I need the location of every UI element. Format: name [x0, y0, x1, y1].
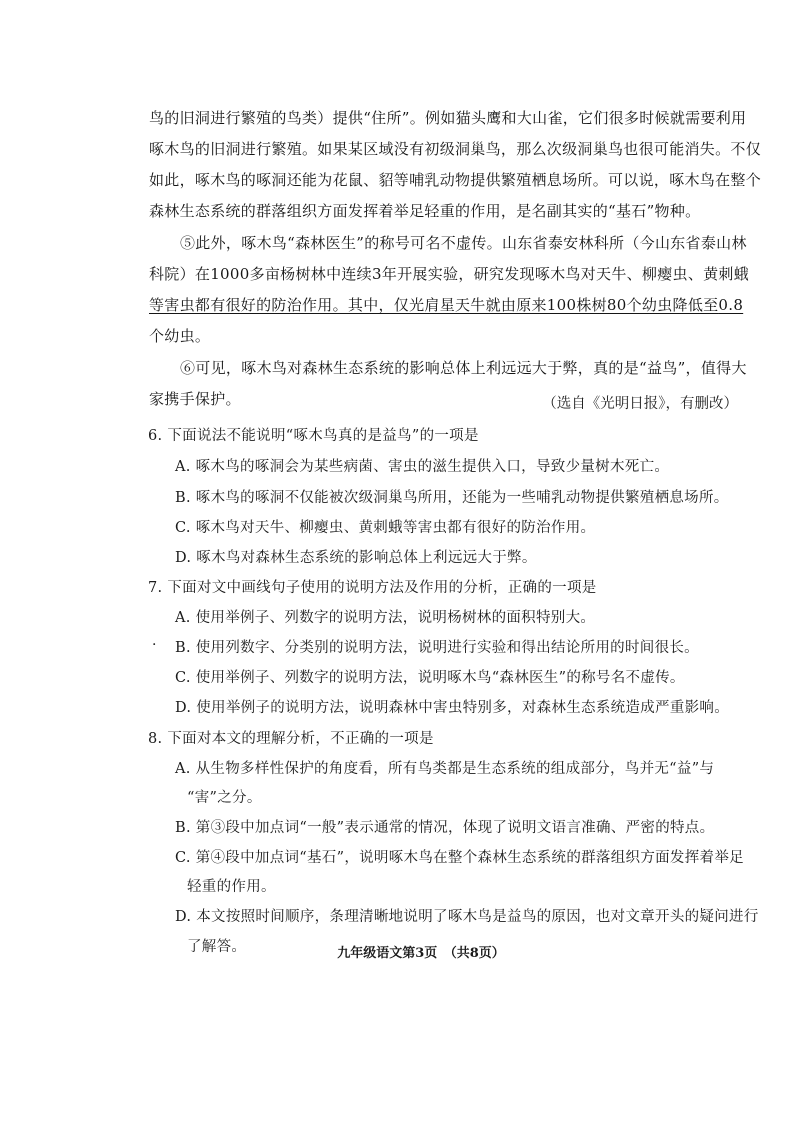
- option-a: A. 啄木鸟的啄洞会为某些病菌、害虫的滋生提供入口，导致少量树木死亡。: [175, 459, 670, 475]
- page-footer: 九年级语文第3页 （共8页）: [337, 946, 505, 961]
- passage-line: ⑤此外，啄木鸟“森林医生”的称号可名不虚传。山东省泰安林科所（今山东省泰山林: [180, 234, 747, 252]
- question-stem: 7. 下面对文中画线句子使用的说明方法及作用的分析，正确的一项是: [148, 580, 597, 596]
- option-d-cont: 了解答。: [187, 939, 247, 955]
- passage-line: 啄木鸟的旧洞进行繁殖。如果某区域没有初级洞巢鸟，那么次级洞巢鸟也很可能消失。不仅: [149, 140, 762, 158]
- option-d: D. 使用举例子的说明方法，说明森林中害虫特别多，对森林生态系统造成严重影响。: [175, 700, 730, 716]
- underlined-number: 0.8: [718, 296, 744, 314]
- passage-line: ⑥可见，啄木鸟对森林生态系统的影响总体上利远远大于弊，真的是“益鸟”，值得大: [180, 359, 747, 377]
- option-a: A. 从生物多样性保护的角度看，所有鸟类都是生态系统的组成部分，鸟并无“益”与: [175, 761, 715, 777]
- option-c-cont: 轻重的作用。: [187, 879, 276, 895]
- question-stem: 6. 下面说法不能说明“啄木鸟真的是益鸟”的一项是: [148, 428, 479, 444]
- passage-line: 鸟的旧洞进行繁殖的鸟类）提供“住所”。例如猫头鹰和大山雀，它们很多时候就需要利用: [149, 109, 747, 127]
- underlined-sentence-part: 等害虫都有很好的防治作用。其中，仅光肩星天牛就由原来100株树80个幼虫降低至: [149, 296, 719, 314]
- stray-dot-mark: ·: [152, 637, 157, 653]
- option-d: D. 啄木鸟对森林生态系统的影响总体上利远远大于弊。: [175, 550, 537, 566]
- option-d: D. 本文按照时间顺序，条理清晰地说明了啄木鸟是益鸟的原因，也对文章开头的疑问进行: [175, 909, 759, 925]
- question-stem: 8. 下面对本文的理解分析，不正确的一项是: [148, 731, 434, 747]
- option-b: B. 啄木鸟的啄洞不仅能被次级洞巢鸟所用，还能为一些哺乳动物提供繁殖栖息场所。: [175, 490, 729, 506]
- passage-line: 如此，啄木鸟的啄洞还能为花鼠、貂等哺乳动物提供繁殖栖息场所。可以说，啄木鸟在整个: [149, 171, 762, 189]
- passage-line-underlined: [149, 295, 743, 315]
- source-citation: （选自《光明日报》，有删改）: [542, 396, 738, 412]
- passage-line: 家携手保护。: [149, 390, 241, 408]
- option-b: B. 使用列数字、分类别的说明方法，说明进行实验和得出结论所用的时间很长。: [175, 640, 699, 656]
- passage-line: 森林生态系统的群落组织方面发挥着举足轻重的作用，是名副其实的“基石”物种。: [149, 202, 701, 220]
- option-c: C. 使用举例子、列数字的说明方法，说明啄木鸟“森林医生”的称号名不虚传。: [175, 670, 685, 686]
- option-a-cont: “害”之分。: [187, 790, 262, 806]
- option-a: A. 使用举例子、列数字的说明方法，说明杨树林的面积特别大。: [175, 610, 596, 626]
- passage-line: 个幼虫。: [149, 327, 211, 345]
- option-c: C. 第④段中加点词“基石”，说明啄木鸟在整个森林生态系统的群落组织方面发挥着举足: [175, 850, 744, 866]
- option-b: B. 第③段中加点词“一般”表示通常的情况，体现了说明文语言准确、严密的特点。: [175, 820, 715, 836]
- passage-line: 科院）在1000多亩杨树林中连续3年开展实验，研究发现啄木鸟对天牛、柳瘿虫、黄刺蛾: [149, 265, 750, 283]
- option-c: C. 啄木鸟对天牛、柳瘿虫、黄刺蛾等害虫都有很好的防治作用。: [175, 520, 596, 536]
